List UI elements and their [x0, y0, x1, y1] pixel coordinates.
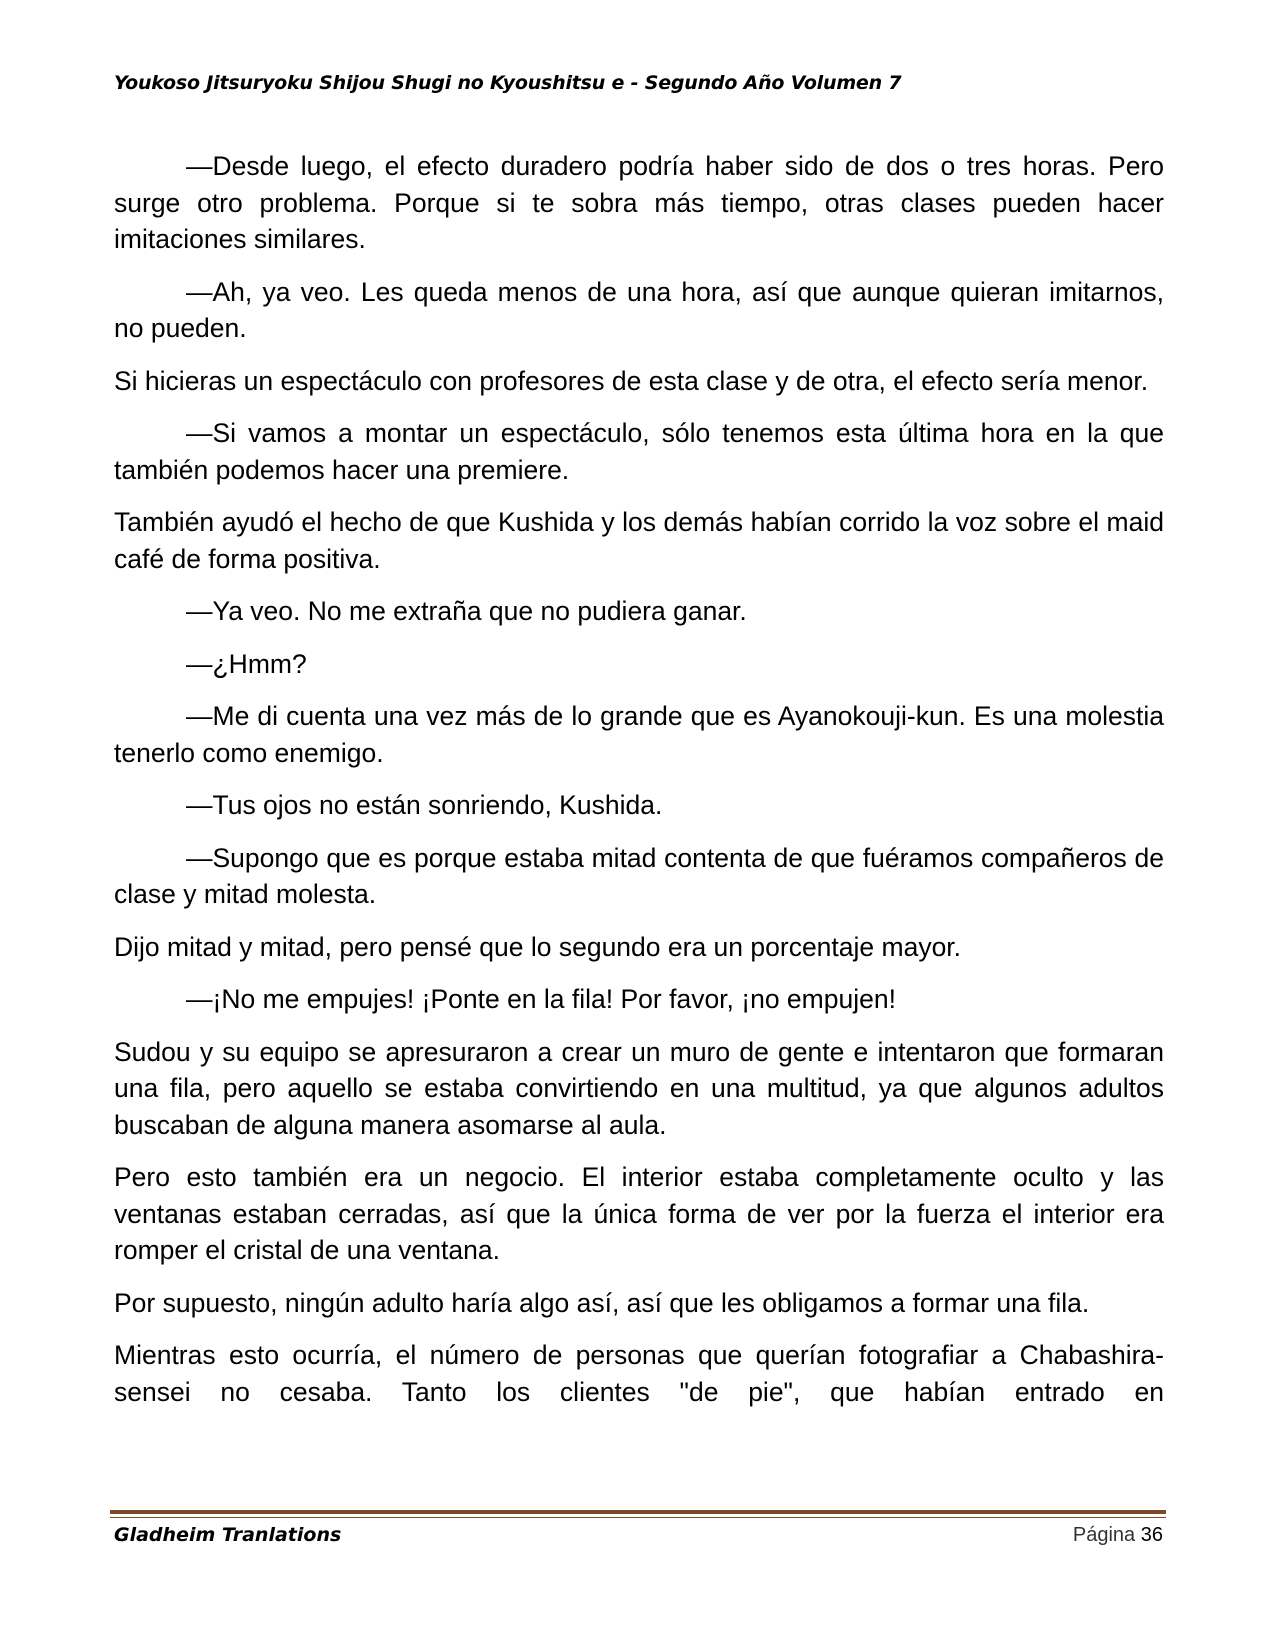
- paragraph: —Me di cuenta una vez más de lo grande que es Ayanokouji-kun. Es una molestia tenerlo como enemigo.: [114, 701, 1164, 768]
- paragraph: —¡No me empujes! ¡Ponte en la fila! Por favor, ¡no empujen!: [186, 984, 896, 1014]
- page-label: Página: [1072, 1524, 1136, 1546]
- paragraph: Pero esto también era un negocio. El interior estaba completamente oculto y las ventanas estaban cerradas, así que la única forma de ver por la fuerza el interior era romper el cristal de una ventana.: [114, 1162, 1164, 1265]
- paragraph: —Ya veo. No me extraña que no pudiera ganar.: [186, 596, 747, 626]
- paragraph: Sudou y su equipo se apresuraron a crear un muro de gente e intentaron que formaran una fila, pero aquello se estaba convirtiendo en una multitud, ya que algunos adultos buscaban de alguna manera asomarse al aula.: [114, 1036, 1164, 1140]
- paragraph: —Desde luego, el efecto duradero podría haber sido de dos o tres horas. Pero surge otro problema. Porque si te sobra más tiempo, otras clases pueden hacer imitaciones similares.: [114, 151, 1164, 254]
- running-header: Youkoso Jitsuryoku Shijou Shugi no Kyoushitsu e - Segundo Año Volumen 7: [114, 72, 902, 94]
- footer-publisher: Gladheim Tranlations: [114, 1524, 342, 1546]
- page-number: [1073, 1524, 1163, 1547]
- paragraph: —¿Hmm?: [186, 648, 307, 679]
- paragraph: También ayudó el hecho de que Kushida y los demás habían corrido la voz sobre el maid café de forma positiva.: [114, 507, 1164, 574]
- paragraph: —Ah, ya veo. Les queda menos de una hora, así que aunque quieran imitarnos, no pueden.: [114, 276, 1164, 343]
- paragraph: Dijo mitad y mitad, pero pensé que lo segundo era un porcentaje mayor.: [114, 931, 962, 962]
- paragraph: —Si vamos a montar un espectáculo, sólo tenemos esta última hora en la que también podemos hacer una premiere.: [114, 418, 1164, 485]
- page-number-value: 36: [1140, 1524, 1163, 1546]
- body-text: [114, 148, 1164, 1426]
- paragraph: Por supuesto, ningún adulto haría algo así, así que les obligamos a formar una fila.: [114, 1287, 1090, 1318]
- paragraph: —Supongo que es porque estaba mitad contenta de que fuéramos compañeros de clase y mitad molesta.: [114, 842, 1164, 909]
- footer-divider-thin: [110, 1517, 1166, 1518]
- paragraph: —Tus ojos no están sonriendo, Kushida.: [186, 790, 663, 820]
- paragraph: Si hicieras un espectáculo con profesores de esta clase y de otra, el efecto sería menor.: [114, 365, 1149, 396]
- paragraph: Mientras esto ocurría, el número de personas que querían fotografiar a Chabashira-sensei no cesaba. Tanto los clientes "de pie", que habían entrado en: [114, 1340, 1164, 1407]
- footer-divider: [110, 1510, 1166, 1514]
